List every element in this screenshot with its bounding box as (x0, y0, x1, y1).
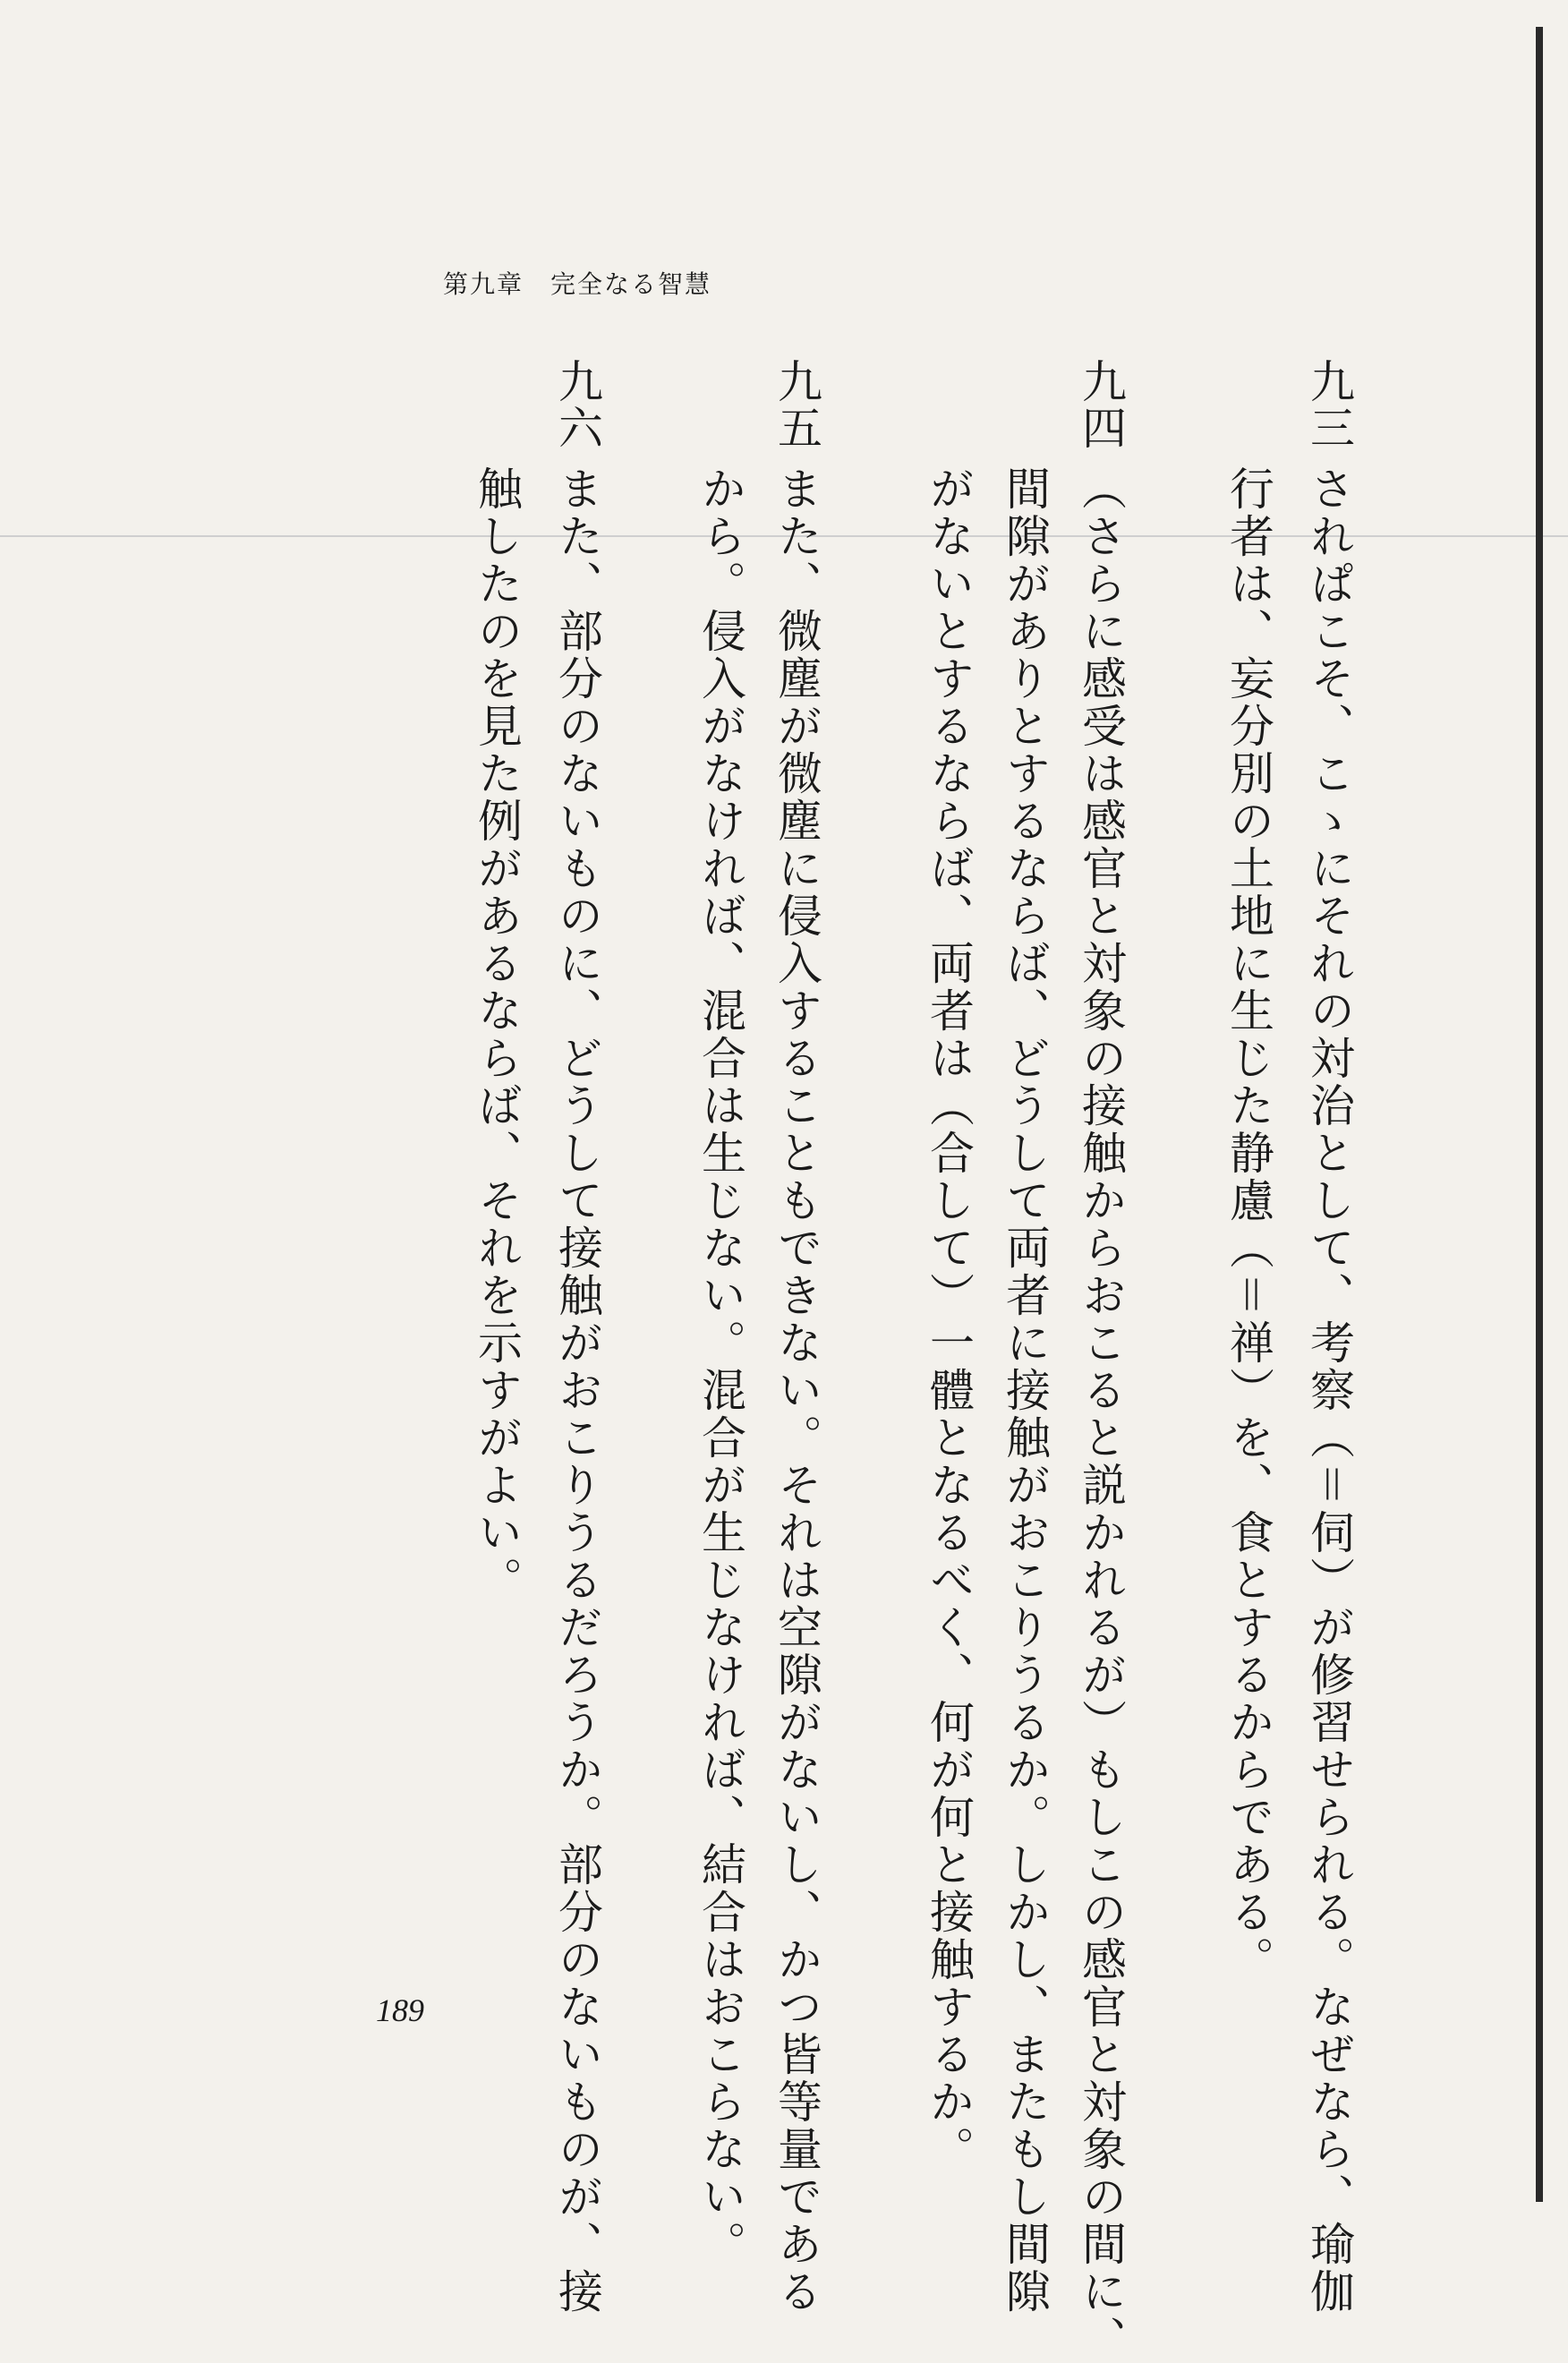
verse-number-93: 九三 (1303, 358, 1355, 451)
verse-number-94: 九四 (1075, 358, 1127, 451)
verse-94-line-2: 間隙がありとするならば、どうして両者に接触がおこりうるか。しかし、またもし間隙 (999, 465, 1051, 2316)
verse-95-line-1: また、微塵が微塵に侵入することもできない。それは空隙がないし、かつ皆等量である (771, 465, 822, 2316)
verse-96-line-1: また、部分のないものに、どうして接触がおこりうるだろうか。部分のないものが、接 (551, 465, 603, 2316)
verse-93-line-1: されぱこそ、こゝにそれの対治として、考察（＝伺）が修習せられる。なぜなら、瑜伽 (1303, 465, 1355, 2316)
verse-number-96: 九六 (551, 358, 603, 451)
verse-96-line-2: 触したのを見た例があるならば、それを示すがよい。 (471, 465, 523, 1604)
page-number: 189 (376, 1992, 424, 2028)
verse-93-line-2: 行者は、妄分別の土地に生じた静慮（＝禅）を、食とするからである。 (1223, 465, 1274, 1983)
verse-94-line-3: がないとするならば、両者は（合して）一體となるべく、何が何と接触するか。 (923, 465, 975, 2173)
verse-95-line-2: から。侵入がなければ、混合は生じない。混合が生じなければ、結合はおこらない。 (695, 465, 746, 2268)
verse-number-95: 九五 (771, 358, 822, 451)
verse-94-line-1: （さらに感受は感官と対象の接触からおこると説かれるが）もしこの感官と対象の間に、 (1075, 465, 1127, 2363)
running-head: 第九章 完全なる智慧 (443, 269, 712, 299)
page-binding-edge (1536, 27, 1543, 2202)
